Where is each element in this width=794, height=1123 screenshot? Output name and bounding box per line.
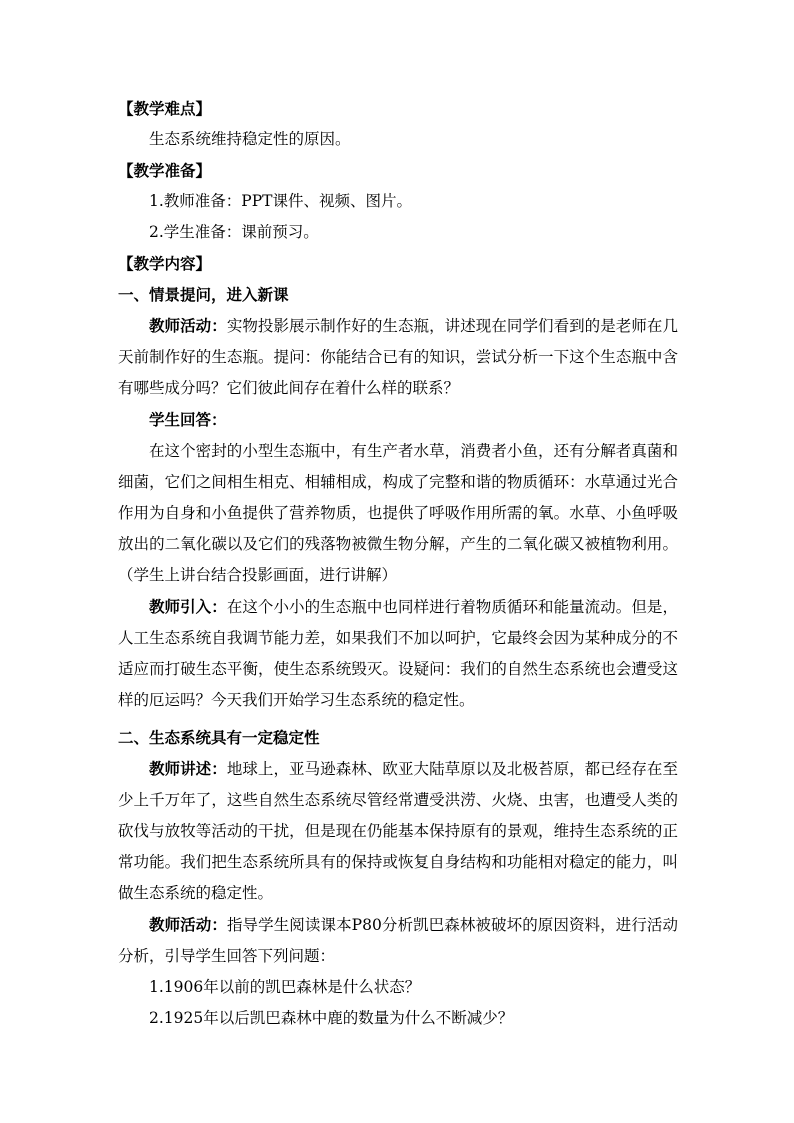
teacher-lecture-text: 地球上，亚马逊森林、欧亚大陆草原以及北极苔原，都已经存在至少上千万年了，这些自然生态系统尽管经常遭受洪涝、火烧、虫害，也遭受人类的砍伐与放牧等活动的干扰，但是现在仍能基本保持原有的景观，维持生态系统的正常功能。我们把生态系统所具有的保持或恢复自身结构和功能相对稳定的能力，叫做生态系统的稳定性。 (118, 760, 678, 902)
teacher-lecture-label: 教师讲述： (149, 759, 227, 778)
teacher-intro-label: 教师引入： (149, 597, 227, 616)
student-answer-label: 学生回答： (149, 410, 227, 429)
part2-teacher-lecture (118, 753, 678, 909)
teacher-activity-text-2: 指导学生阅读课本P80分析凯巴森林被破坏的原因资料，进行活动分析，引导学生回答下列问题： (118, 916, 678, 965)
section-heading-content: 【教学内容】 (118, 254, 212, 273)
part2-heading: 二、生态系统具有一定稳定性 (118, 728, 320, 747)
part2-teacher-activity (118, 909, 678, 972)
teacher-intro-text: 在这个小小的生态瓶中也同样进行着物质循环和能量流动。但是，人工生态系统自我调节能力差，如果我们不加以呵护，它最终会因为某种成分的不适应而打破生态平衡，使生态系统毁灭。设疑问：我们的自然生态系统也会遭受这样的厄运吗？今天我们开始学习生态系统的稳定性。 (118, 598, 678, 709)
difficulty-text: 生态系统维持稳定性的原因。 (149, 130, 351, 148)
teacher-activity-label-2: 教师活动： (149, 915, 227, 934)
teacher-activity-label: 教师活动： (149, 316, 227, 335)
teacher-activity-text: 实物投影展示制作好的生态瓶，讲述现在同学们看到的是老师在几天前制作好的生态瓶。提问：你能结合已有的知识，尝试分析一下这个生态瓶中含有哪些成分吗？它们彼此间存在着什么样的联系？ (118, 317, 678, 397)
part1-student-answer-heading (118, 404, 678, 436)
part1-teacher-activity (118, 310, 678, 404)
question-1: 1.1906年以前的凯巴森林是什么状态？ (149, 978, 421, 996)
section-heading-difficulty: 【教学难点】 (118, 99, 212, 118)
part1-heading: 一、情景提问，进入新课 (118, 285, 289, 304)
document-page (118, 93, 678, 1034)
question-2: 2.1925年以后凯巴森林中鹿的数量为什么不断减少？ (149, 1009, 514, 1027)
section-heading-preparation: 【教学准备】 (118, 161, 212, 180)
part1-teacher-intro (118, 591, 678, 716)
preparation-item-teacher: 1.教师准备：PPT课件、视频、图片。 (149, 192, 412, 210)
preparation-item-student: 2.学生准备：课前预习。 (149, 223, 319, 241)
part1-student-answer-text: 在这个密封的小型生态瓶中，有生产者水草，消费者小鱼，还有分解者真菌和细菌，它们之间相生相克、相辅相成，构成了完整和谐的物质循环：水草通过光合作用为自身和小鱼提供了营养物质，也提供了呼吸作用所需的氧。水草、小鱼呼吸放出的二氧化碳以及它们的残落物被微生物分解，产生的二氧化碳又被植物利用。（学生上讲台结合投影画面，进行讲解） (118, 442, 678, 584)
